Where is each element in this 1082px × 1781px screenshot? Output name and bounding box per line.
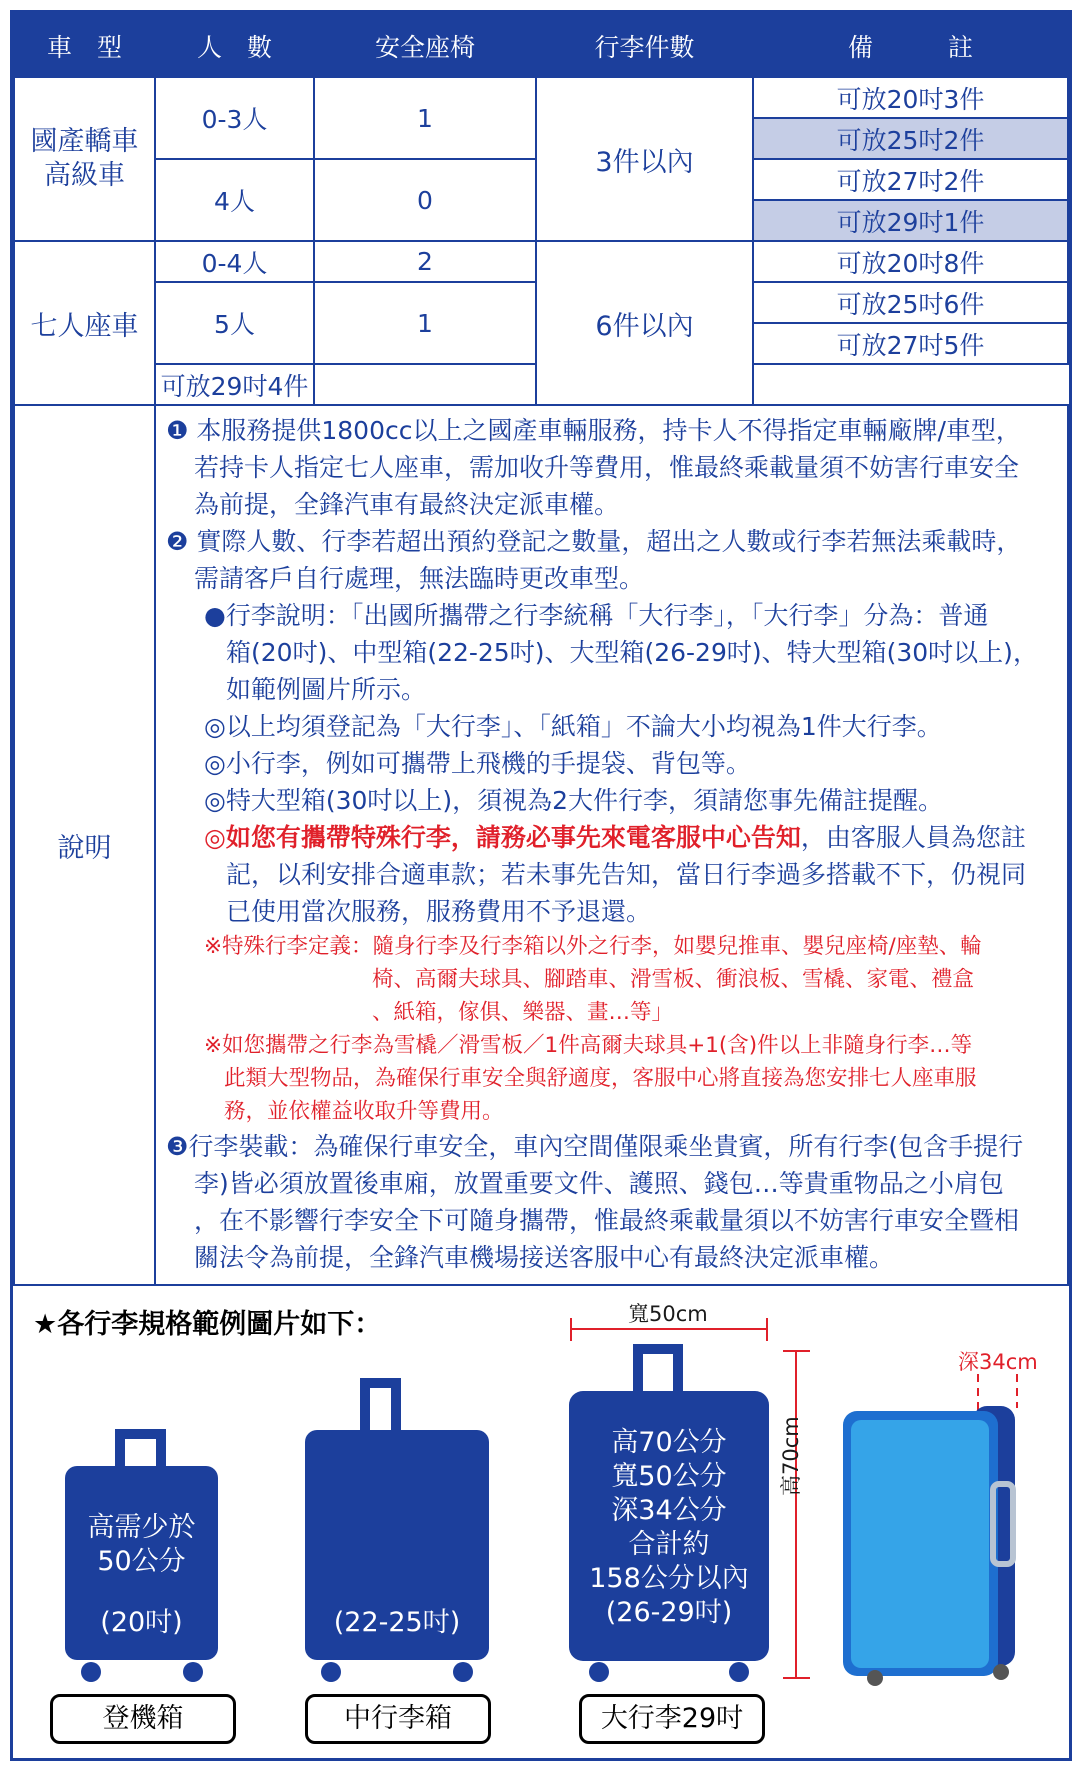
depth-label: 深34cm xyxy=(958,1350,1038,1374)
note-cell: 可放27吋5件 xyxy=(753,323,1068,364)
note-cell: 可放29吋4件 xyxy=(155,364,314,405)
large-item-notice: ※如您攜帶之行李為雪橇／滑雪板／1件高爾夫球具+1(含)件以上非隨身行李…等 此類大型物品，為確保行車安全與舒適度，客服中心將直接為您安排七人座車服 務，並依權益收取升等費用。 xyxy=(204,1033,977,1124)
luggage-count-cell: 6件以內 xyxy=(536,241,753,405)
carry-on-size: (20吋) xyxy=(100,1607,183,1638)
table-row xyxy=(14,241,1068,282)
note-cell: 可放25吋6件 xyxy=(753,282,1068,323)
note-cell: 可放25吋2件 xyxy=(753,118,1068,159)
people-cell: 5人 xyxy=(155,282,314,364)
width-label: 寬50cm xyxy=(628,1302,708,1326)
suitcase-3d-icon xyxy=(843,1406,1015,1686)
header-remarks: 備 註 xyxy=(753,14,1068,77)
special-luggage-warning: ◎如您有攜帶特殊行李，請務必事先來電客服中心告知 xyxy=(204,823,801,852)
large-dimensions: 高70公分 寬50公分 深34公分 合計約 158公分以內 (26-29吋) xyxy=(589,1427,749,1628)
note-cell: 可放20吋8件 xyxy=(753,241,1068,282)
note-cell: 可放29吋1件 xyxy=(753,200,1068,241)
people-cell: 0-4人 xyxy=(155,241,314,282)
luggage-explanation: ●行李說明：「出國所攜帶之行李統稱「大行李」，「大行李」分為：普通 箱(20吋)、中型箱(22-25吋)、大型箱(26-29吋)、特大型箱(30吋以上)， 如範例圖片所示。 xyxy=(204,601,1038,704)
explain-content xyxy=(155,405,1068,1285)
note-c4: ◎如您有攜帶特殊行李，請務必事先來電客服中心告知，由客服人員為您註 記，以利安排合適車款；若未事先告知，當日行李過多搭載不下，仍視同 已使用當次服務，服務費用不予退還。 xyxy=(204,823,1027,926)
seat-cell: 1 xyxy=(314,77,536,159)
note-cell: 可放20吋3件 xyxy=(753,77,1068,118)
paragraph-2: ❷ 實際人數、行李若超出預約登記之數量，超出之人數或行李若無法乘載時， 需請客戶自行處理，無法臨時更改車型。 xyxy=(166,527,1022,593)
seat-cell: 0 xyxy=(314,159,536,241)
header-car-type: 車 型 xyxy=(14,14,155,77)
luggage-count-cell: 3件以內 xyxy=(536,77,753,241)
paragraph-3: ❸行李裝載：為確保行車安全，車內空間僅限乘坐貴賓，所有行李(包含手提行 李)皆必須放置後車廂，放置重要文件、護照、錢包…等貴重物品之小肩包 ，在不影響行李安全下可隨身攜帶，惟最終乘載量須以不妨害行車安全暨相 關法令為前提，全鋒汽車機場接送客服中心有最終決定派車權。 xyxy=(166,1132,1024,1272)
car-type-table xyxy=(13,13,1069,1286)
page xyxy=(10,10,1072,1761)
luggage-examples xyxy=(13,1286,1069,1756)
people-cell: 4人 xyxy=(155,159,314,241)
car-type-sedan: 國產轎車 高級車 xyxy=(14,77,155,241)
explain-label: 說明 xyxy=(14,405,155,1285)
car-type-seven-seater: 七人座車 xyxy=(14,241,155,405)
seat-cell: 2 xyxy=(314,241,536,282)
header-safety-seat: 安全座椅 xyxy=(314,14,536,77)
people-cell: 0-3人 xyxy=(155,77,314,159)
table-header-row xyxy=(14,14,1068,77)
note-cell: 可放27吋2件 xyxy=(753,159,1068,200)
luggage-examples-title: ★各行李規格範例圖片如下： xyxy=(33,1309,382,1340)
carry-on-label: 登機箱 xyxy=(50,1694,236,1744)
carry-on-dimensions: 高需少於 50公分 xyxy=(87,1512,196,1577)
medium-size: (22-25吋) xyxy=(333,1607,461,1638)
medium-label: 中行李箱 xyxy=(305,1694,491,1744)
paragraph-1: ❶ 本服務提供1800cc以上之國產車輛服務，持卡人不得指定車輛廠牌/車型， 若持卡人指定七人座車，需加收升等費用，惟最終乘載量須不妨害行車安全 為前提，全鋒汽車有最終決定派車權。 xyxy=(166,416,1021,519)
table-row xyxy=(14,77,1068,118)
header-luggage-count: 行李件數 xyxy=(536,14,753,77)
note-c3: ◎特大型箱(30吋以上)，須視為2大件行李，須請您事先備註提醒。 xyxy=(204,786,944,815)
note-c1: ◎以上均須登記為「大行李」、「紙箱」不論大小均視為1件大行李。 xyxy=(204,712,942,741)
large-label: 大行李29吋 xyxy=(579,1694,765,1744)
note-c2: ◎小行李，例如可攜帶上飛機的手提袋、背包等。 xyxy=(204,749,751,778)
seat-cell: 1 xyxy=(314,282,536,364)
header-people: 人 數 xyxy=(155,14,314,77)
height-label: 高70cm xyxy=(779,1416,803,1496)
special-luggage-definition: ※特殊行李定義：隨身行李及行李箱以外之行李，如嬰兒推車、嬰兒座椅/座墊、輪 椅、高爾夫球具、腳踏車、滑雪板、衝浪板、雪橇、家電、禮盒 、紙箱，傢俱、樂器、畫…等」 xyxy=(204,934,982,1025)
explain-row xyxy=(14,405,1068,1285)
